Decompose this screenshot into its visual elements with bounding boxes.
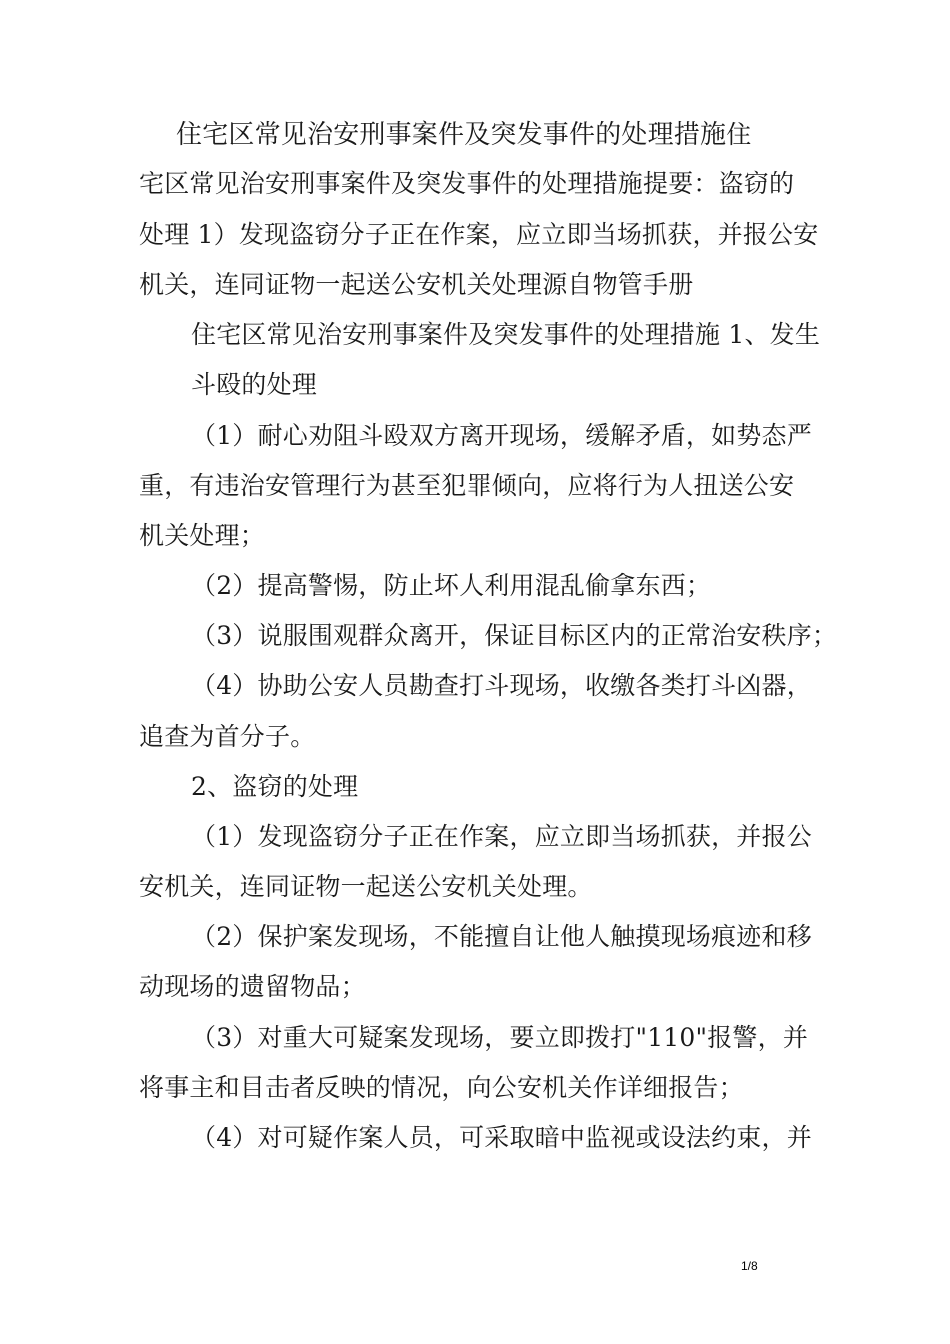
section-heading: 住宅区常见治安刑事案件及突发事件的处理措施 1、发生 bbox=[191, 320, 821, 349]
list-item-text: 安机关，连同证物一起送公安机关处理。 bbox=[139, 872, 593, 901]
list-item-text: （1）耐心劝阻斗殴双方离开现场，缓解矛盾，如势态严 bbox=[191, 421, 812, 450]
document-title-line bbox=[176, 120, 751, 150]
list-item-text: （3）说服围观群众离开，保证目标区内的正常治安秩序； bbox=[191, 621, 838, 650]
section-heading: 斗殴的处理 bbox=[191, 370, 318, 399]
page-number: 1/8 bbox=[741, 1259, 758, 1273]
list-item-text: （4）对可疑作案人员，可采取暗中监视或设法约束，并 bbox=[191, 1123, 812, 1152]
summary-line: 处理 1）发现盗窃分子正在作案，应立即当场抓获，并报公安 bbox=[139, 220, 819, 249]
list-item-text: （3）对重大可疑案发现场，要立即拨打"110"报警，并 bbox=[191, 1023, 809, 1052]
list-item-text: 机关处理； bbox=[139, 521, 266, 550]
summary-line: 机关，连同证物一起送公安机关处理源自物管手册 bbox=[139, 270, 694, 299]
section-heading: 2、盗窃的处理 bbox=[191, 772, 359, 801]
list-item-text: 重，有违治安管理行为甚至犯罪倾向，应将行为人扭送公安 bbox=[139, 471, 795, 500]
list-item-text: 动现场的遗留物品； bbox=[139, 972, 366, 1001]
document-title: 住宅区常见治安刑事案件及突发事件的处理措施 bbox=[176, 120, 727, 150]
document-title-tail: 住 bbox=[726, 120, 752, 149]
list-item-text: （2）保护案发现场，不能擅自让他人触摸现场痕迹和移 bbox=[191, 922, 812, 951]
summary-line: 宅区常见治安刑事案件及突发事件的处理措施提要：盗窃的 bbox=[139, 169, 795, 198]
list-item-text: （4）协助公安人员勘查打斗现场，收缴各类打斗凶器， bbox=[191, 671, 812, 700]
list-item-text: （1）发现盗窃分子正在作案，应立即当场抓获，并报公 bbox=[191, 822, 812, 851]
list-item-text: 追查为首分子。 bbox=[139, 722, 316, 751]
list-item-text: （2）提高警惕，防止坏人利用混乱偷拿东西； bbox=[191, 571, 712, 600]
list-item-text: 将事主和目击者反映的情况，向公安机关作详细报告； bbox=[139, 1073, 744, 1102]
